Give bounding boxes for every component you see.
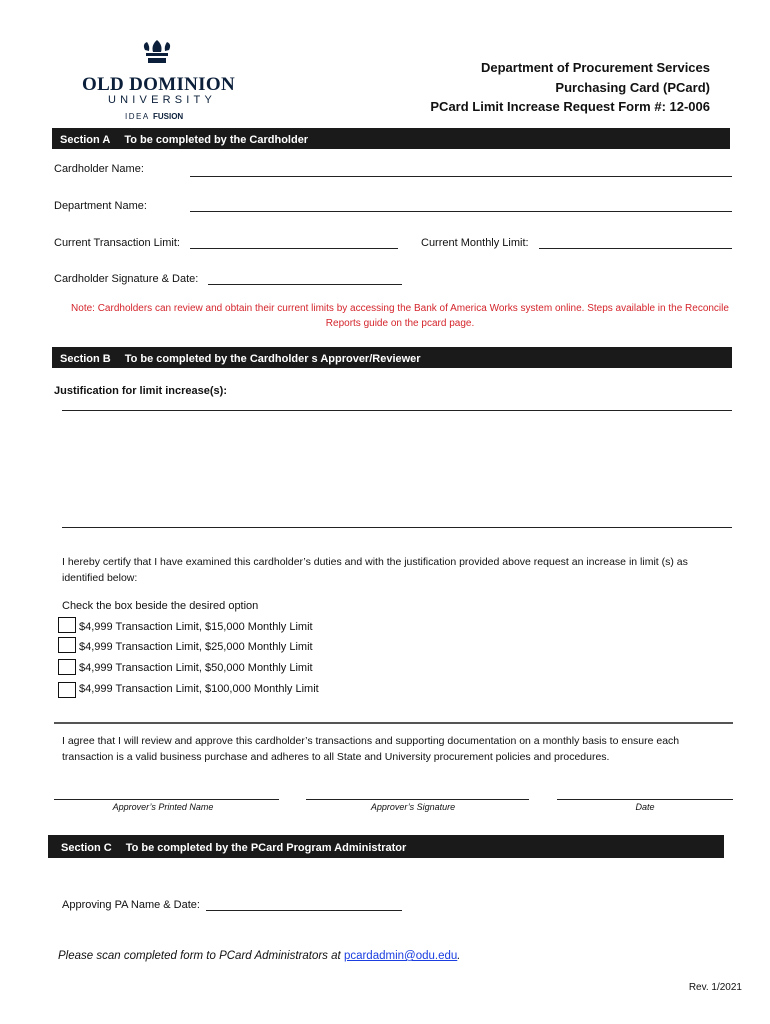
option-checkbox-15000[interactable]	[58, 617, 76, 633]
check-prompt: Check the box beside the desired option	[62, 600, 259, 612]
logo-name: OLD DOMINION	[82, 74, 235, 95]
header-department: Department of Procurement Services	[480, 60, 710, 75]
cardholder-name-label: Cardholder Name:	[54, 163, 144, 175]
header-program: Purchasing Card (PCard)	[555, 80, 710, 95]
agreement-text: I agree that I will review and approve this cardholder’s transactions and supporting documentation on a monthly basis to ensure each transaction is a valid business purchase and adheres to all State and University procurement policies and procedures.	[62, 735, 680, 763]
section-a-title: To be completed by the Cardholder	[124, 134, 309, 146]
certification-text: I hereby certify that I have examined this cardholder’s duties and with the justification provided above request an increase in limit (s) as identified below:	[62, 556, 688, 584]
section-b-title: To be completed by the Cardholder s Approver/Reviewer	[124, 353, 421, 365]
option-checkbox-25000[interactable]	[58, 637, 76, 653]
approver-signature-caption: Approver’s Signature	[370, 802, 456, 812]
approver-date-field[interactable]	[557, 799, 733, 800]
section-c-bar	[48, 835, 724, 858]
divider-line	[54, 722, 733, 724]
pcard-admin-email-link[interactable]: pcardadmin@odu.edu	[343, 950, 458, 962]
approver-printed-name-field[interactable]	[54, 799, 279, 800]
crown-icon	[140, 38, 174, 66]
logo-university: UNIVERSITY	[108, 94, 217, 106]
option-label-25000: $4,999 Transaction Limit, $25,000 Monthly Limit	[79, 641, 313, 653]
approver-date-caption: Date	[635, 802, 655, 812]
approving-pa-field[interactable]	[206, 910, 402, 911]
submission-instruction: Please scan completed form to PCard Administrators at pcardadmin@odu.edu.	[58, 950, 461, 962]
transaction-limit-label: Current Transaction Limit:	[54, 237, 180, 249]
header-form-title: PCard Limit Increase Request Form #: 12-006	[430, 99, 710, 114]
logo-tagline: IDEA FUSION	[125, 112, 184, 121]
section-b-bar	[52, 347, 732, 368]
limits-note: Note: Cardholders can review and obtain their current limits by accessing the Bank of America Works system online. Steps available in the Reconcile Reports guide on the pcard page.	[71, 303, 729, 329]
option-checkbox-100000[interactable]	[58, 682, 76, 698]
department-name-field[interactable]	[190, 211, 732, 212]
option-checkbox-50000[interactable]	[58, 659, 76, 675]
option-label-15000: $4,999 Transaction Limit, $15,000 Monthly Limit	[79, 621, 313, 633]
section-a-label: Section A	[60, 134, 111, 146]
department-name-label: Department Name:	[54, 200, 147, 212]
justification-label: Justification for limit increase(s):	[54, 385, 227, 397]
cardholder-signature-field[interactable]	[208, 284, 402, 285]
approver-printed-name-caption: Approver’s Printed Name	[112, 802, 214, 812]
section-a-bar	[52, 128, 730, 149]
monthly-limit-label: Current Monthly Limit:	[421, 237, 529, 249]
section-c-title: To be completed by the PCard Program Administrator	[125, 842, 407, 854]
cardholder-signature-label: Cardholder Signature & Date:	[54, 273, 199, 285]
justification-line-top[interactable]	[62, 410, 732, 411]
section-b-label: Section B	[60, 353, 111, 365]
approving-pa-label: Approving PA Name & Date:	[62, 899, 200, 911]
justification-line-bottom[interactable]	[62, 527, 732, 528]
monthly-limit-field[interactable]	[539, 248, 732, 249]
cardholder-name-field[interactable]	[190, 176, 732, 177]
option-label-100000: $4,999 Transaction Limit, $100,000 Monthly Limit	[79, 683, 319, 695]
option-label-50000: $4,999 Transaction Limit, $50,000 Monthly Limit	[79, 662, 313, 674]
approver-signature-field[interactable]	[306, 799, 529, 800]
section-c-label: Section C	[61, 842, 112, 854]
revision-label: Rev. 1/2021	[688, 982, 742, 993]
transaction-limit-field[interactable]	[190, 248, 398, 249]
